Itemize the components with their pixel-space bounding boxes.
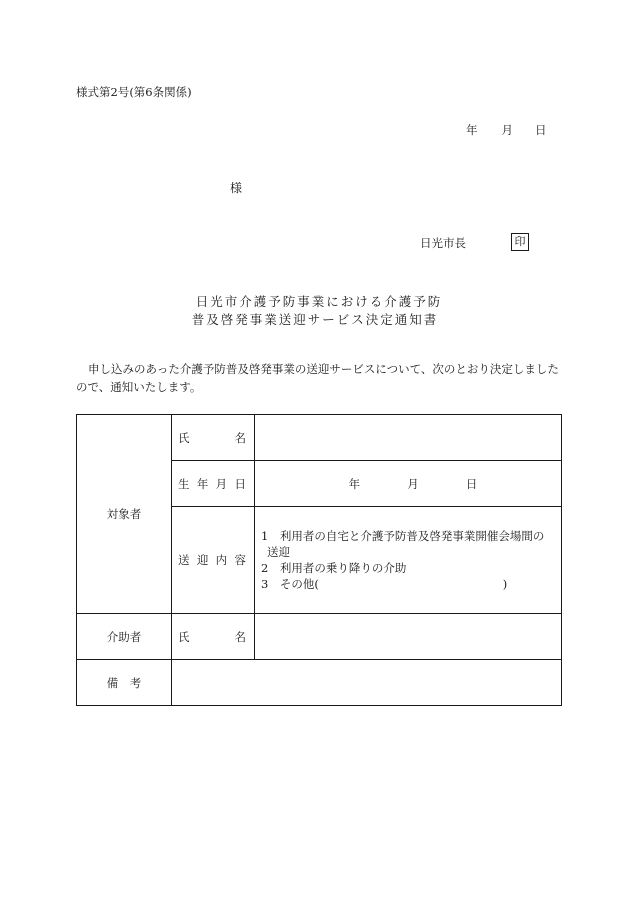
helper-name-value-cell[interactable]: [255, 614, 562, 660]
issuer-title: 日光市長: [420, 236, 466, 250]
birthdate-label-char-3: 月: [215, 476, 228, 491]
content-label-char-4: 容: [234, 553, 246, 567]
issue-date-day: 日: [535, 123, 547, 137]
remarks-label: 備 考: [77, 660, 172, 706]
content-item-2: 2 利用者の乗り降りの介助: [261, 561, 407, 575]
helper-label: 介助者: [77, 614, 172, 660]
remarks-value-cell[interactable]: [172, 660, 562, 706]
table-row-remarks: [77, 660, 562, 706]
document-title-line-2: 普及啓発事業送迎サービス決定通知書: [191, 312, 439, 327]
subject-label: 対象者: [77, 415, 172, 614]
content-label-cell: [172, 507, 255, 614]
name-label-char-2: 名: [234, 430, 246, 445]
content-value-cell: [255, 507, 562, 614]
addressee-suffix: 様: [230, 181, 243, 195]
issue-date-line: [466, 122, 547, 138]
content-item-1: 1 利用者の自宅と介護予防普及啓発事業開催会場間の: [261, 529, 545, 543]
birthdate-label-cell: [172, 461, 255, 507]
birthdate-label-char-4: 日: [234, 476, 246, 491]
notice-body-text: 申し込みのあった介護予防普及啓発事業の送迎サービスについて、次のとおり決定しましたので、通知いたします。: [76, 362, 559, 394]
name-label-cell: [172, 415, 255, 461]
content-label-char-2: 迎: [196, 553, 209, 567]
issue-date-month: 月: [501, 123, 513, 137]
birthdate-year: 年: [348, 476, 361, 491]
helper-name-label-char-2: 名: [234, 629, 246, 644]
content-label-char-1: 送: [178, 553, 190, 567]
birthdate-label-char-1: 生: [178, 476, 190, 491]
document-title-line-1: 日光市介護予防事業における介護予防: [195, 294, 443, 309]
birthdate-value-cell[interactable]: [255, 461, 562, 507]
form-number: 様式第2号(第6条関係): [76, 85, 192, 99]
helper-name-label-cell: [172, 614, 255, 660]
birthdate-day: 日: [465, 476, 478, 491]
issue-date-year: 年: [466, 123, 478, 137]
birthdate-label-char-2: 年: [196, 476, 209, 491]
seal-mark: 印: [511, 233, 529, 251]
name-value-cell[interactable]: [255, 415, 562, 461]
service-decision-table: [76, 414, 562, 706]
content-item-3: 3 その他( ): [261, 577, 508, 591]
content-label-char-3: 内: [215, 553, 228, 567]
helper-name-label-char-1: 氏: [178, 629, 190, 644]
content-item-1-continued: 送迎: [267, 545, 290, 559]
birthdate-month: 月: [407, 476, 419, 491]
table-row-name: [77, 415, 562, 461]
table-row-helper: [77, 614, 562, 660]
name-label-char-1: 氏: [178, 430, 190, 445]
